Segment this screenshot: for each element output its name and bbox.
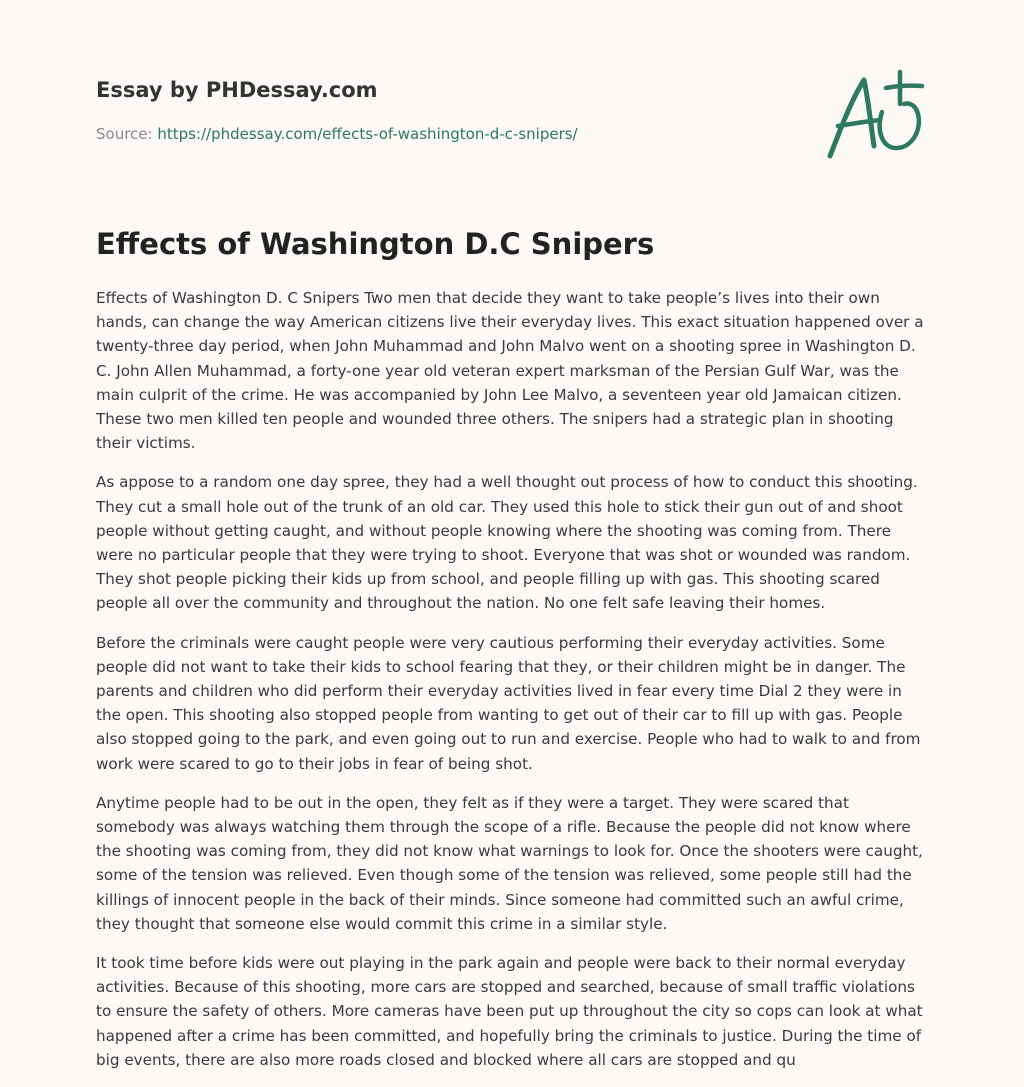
site-title: Essay by PHDessay.com	[96, 78, 378, 102]
essay-title: Effects of Washington D.C Snipers	[96, 227, 655, 261]
source-line	[96, 124, 696, 144]
a-plus-logo-icon	[824, 68, 928, 164]
essay-paragraph: Anytime people had to be out in the open, they felt as if they were a target. They were scared that somebody was always watching them through the scope of a rifle. Because the people did not know where the shooting was coming from, they did not know what warnings to look for. Once the shooters were caught, some of the tension was relieved. Even though some of the tension was relieved, some people still had the killings of innocent people in the back of their minds. Since someone had committed such an awful crime, they thought that someone else would commit this crime in a similar style.	[96, 793, 923, 933]
source-label: Source:	[96, 125, 158, 143]
essay-paragraph: Before the criminals were caught people were very cautious performing their everyday activities. Some people did not want to take their kids to school fearing that they, or their children might be in danger. The parents and children who did perform their everyday activities lived in fear every time Dial 2 they were in the open. This shooting also stopped people from wanting to get out of their car to fill up with gas. People also stopped going to the park, and even going out to run and exercise. People who had to walk to and from work were scared to go to their jobs in fear of being shot.	[96, 633, 921, 773]
page-header	[96, 76, 696, 144]
essay-paragraph: It took time before kids were out playing in the park again and people were back to their normal everyday activities. Because of this shooting, more cars are stopped and searched, because of small traffic violations to ensure the safety of others. More cameras have been put up throughout the city so cops can look at what happened after a crime has been committed, and hopefully bring the criminals to justice. During the time of big events, there are also more roads closed and blocked where all cars are stopped and qu	[96, 954, 923, 1069]
essay-paragraph: Effects of Washington D. C Snipers Two men that decide they want to take people’s lives into their own hands, can change the way American citizens live their everyday lives. This exact situation happened over a twenty-three day period, when John Muhammad and John Malvo went on a shooting spree in Washington D. C. John Allen Muhammad, a forty-one year old veteran expert marksman of the Persian Gulf War, was the main culprit of the crime. He was accompanied by John Lee Malvo, a seventeen year old Jamaican citizen. These two men killed ten people and wounded three others. The snipers had a strategic plan in shooting their victims.	[96, 289, 924, 453]
essay-paragraph: As appose to a random one day spree, they had a well thought out process of how to conduct this shooting. They cut a small hole out of the trunk of an old car. They used this hole to stick their gun out of and shoot people without getting caught, and without people knowing where the shooting was coming from. There were no particular people that they were trying to shoot. Everyone that was shot or wounded was random. They shot people picking their kids up from school, and people filling up with gas. This shooting scared people all over the community and throughout the nation. No one felt safe leaving their homes.	[96, 473, 918, 613]
essay-body	[96, 286, 928, 1087]
source-link[interactable]: https://phdessay.com/effects-of-washington-d-c-snipers/	[157, 125, 578, 143]
